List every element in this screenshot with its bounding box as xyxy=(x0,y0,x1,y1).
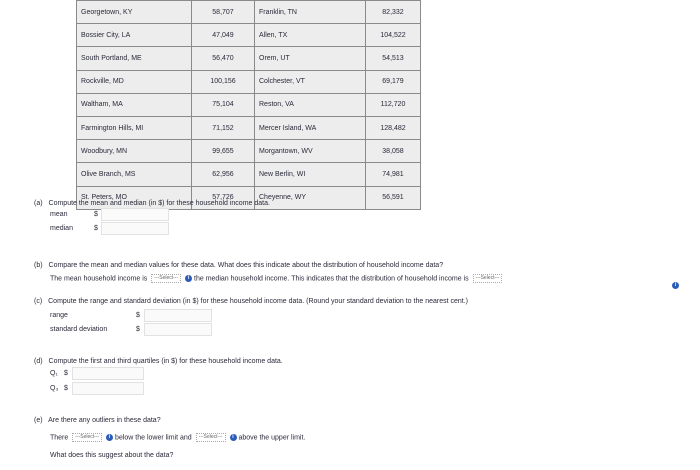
income-cell: 69,179 xyxy=(366,70,421,93)
city-cell: South Portland, ME xyxy=(77,47,192,70)
city-cell: Mercer Island, WA xyxy=(255,116,366,139)
city-cell: Allen, TX xyxy=(255,24,366,47)
city-cell: Orem, UT xyxy=(255,47,366,70)
q3-label: Q₃ xyxy=(50,385,59,392)
income-cell: 74,981 xyxy=(366,163,421,186)
city-cell: Woodbury, MN xyxy=(77,140,192,163)
part-a-question xyxy=(34,200,270,207)
table-row xyxy=(77,116,421,139)
standard-deviation-label: standard deviation xyxy=(50,326,108,333)
q1-input[interactable] xyxy=(72,367,144,380)
income-data-table xyxy=(76,0,421,210)
income-cell: 82,332 xyxy=(366,1,421,24)
part-c-text: Compute the range and standard deviation (in $) for these household income data. (Round your standard deviation to the nearest cent.) xyxy=(48,298,468,305)
income-cell: 56,470 xyxy=(192,47,255,70)
table-row xyxy=(77,163,421,186)
part-b-label: (b) xyxy=(34,262,43,269)
standard-deviation-input[interactable] xyxy=(144,323,212,336)
income-cell: 38,058 xyxy=(366,140,421,163)
q1-label: Q₁ xyxy=(50,370,58,377)
part-c-label: (c) xyxy=(34,298,43,305)
part-e-answer-sentence xyxy=(50,433,305,442)
table-row xyxy=(77,93,421,116)
lower-outliers-select[interactable]: ---Select--- xyxy=(72,433,102,442)
income-cell: 71,152 xyxy=(192,116,255,139)
median-currency: $ xyxy=(94,225,98,232)
part-e-label: (e) xyxy=(34,417,43,424)
part-b-answer-sentence xyxy=(50,274,504,283)
income-cell: 47,049 xyxy=(192,24,255,47)
income-cell: 58,707 xyxy=(192,1,255,24)
income-cell: 54,513 xyxy=(366,47,421,70)
part-e-followup: What does this suggest about the data? xyxy=(50,452,174,459)
mean-input[interactable] xyxy=(101,208,169,221)
part-e-there: There xyxy=(50,434,69,442)
city-cell: Farmington Hills, MI xyxy=(77,116,192,139)
range-label: range xyxy=(50,312,68,319)
part-e-text: Are there any outliers in these data? xyxy=(48,417,161,424)
city-cell: Bossier City, LA xyxy=(77,24,192,47)
city-cell: St. Peters, MO xyxy=(77,186,192,209)
upper-outliers-select[interactable]: ---Select--- xyxy=(196,433,226,442)
part-e-above-text: above the upper limit. xyxy=(238,434,306,442)
part-b-text: Compare the mean and median values for these data. What does this indicate about the distribution of household income data? xyxy=(48,262,444,269)
part-d-question xyxy=(34,358,283,365)
city-cell: Reston, VA xyxy=(255,93,366,116)
income-cell: 75,104 xyxy=(192,93,255,116)
part-b-sentence-start: The mean household income is xyxy=(50,275,148,283)
income-cell: 56,591 xyxy=(366,186,421,209)
income-cell: 128,482 xyxy=(366,116,421,139)
city-cell: New Berlin, WI xyxy=(255,163,366,186)
income-cell: 104,522 xyxy=(366,24,421,47)
table-row xyxy=(77,140,421,163)
median-input[interactable] xyxy=(101,222,169,235)
income-cell: 57,726 xyxy=(192,186,255,209)
income-cell: 62,956 xyxy=(192,163,255,186)
part-b-question xyxy=(34,262,443,269)
income-cell: 100,156 xyxy=(192,70,255,93)
city-cell: Franklin, TN xyxy=(255,1,366,24)
table-row xyxy=(77,24,421,47)
part-d-label: (d) xyxy=(34,358,43,365)
mean-vs-median-select[interactable]: ---Select--- xyxy=(151,274,181,283)
part-e-below-text: below the lower limit and xyxy=(115,434,192,442)
city-cell: Olive Branch, MS xyxy=(77,163,192,186)
table-row xyxy=(77,1,421,24)
range-input[interactable] xyxy=(144,309,212,322)
mean-currency: $ xyxy=(94,211,98,218)
standard-deviation-currency: $ xyxy=(136,326,140,333)
range-currency: $ xyxy=(136,312,140,319)
part-e-question xyxy=(34,417,161,424)
part-a-label: (a) xyxy=(34,200,43,207)
info-icon[interactable]: i xyxy=(106,434,113,441)
part-d-text: Compute the first and third quartiles (in $) for these household income data. xyxy=(48,358,283,365)
part-c-question xyxy=(34,298,468,305)
part-b-sentence-mid: the median household income. This indicates that the distribution of household income is xyxy=(194,275,469,283)
city-cell: Rockville, MD xyxy=(77,70,192,93)
city-cell: Georgetown, KY xyxy=(77,1,192,24)
median-label: median xyxy=(50,225,73,232)
part-a-text: Compute the mean and median (in $) for these household income data. xyxy=(48,200,270,207)
income-cell: 112,720 xyxy=(366,93,421,116)
city-cell: Waltham, MA xyxy=(77,93,192,116)
info-icon[interactable]: i xyxy=(230,434,237,441)
q3-input[interactable] xyxy=(72,382,144,395)
q1-currency: $ xyxy=(64,370,68,377)
city-cell: Morgantown, WV xyxy=(255,140,366,163)
city-cell: Colchester, VT xyxy=(255,70,366,93)
income-cell: 99,655 xyxy=(192,140,255,163)
info-icon[interactable]: i xyxy=(185,275,192,282)
info-icon[interactable]: i xyxy=(672,282,679,289)
distribution-shape-select[interactable]: ---Select--- xyxy=(473,274,503,283)
city-cell: Cheyenne, WY xyxy=(255,186,366,209)
q3-currency: $ xyxy=(64,385,68,392)
table-row xyxy=(77,70,421,93)
mean-label: mean xyxy=(50,211,68,218)
table-row xyxy=(77,47,421,70)
